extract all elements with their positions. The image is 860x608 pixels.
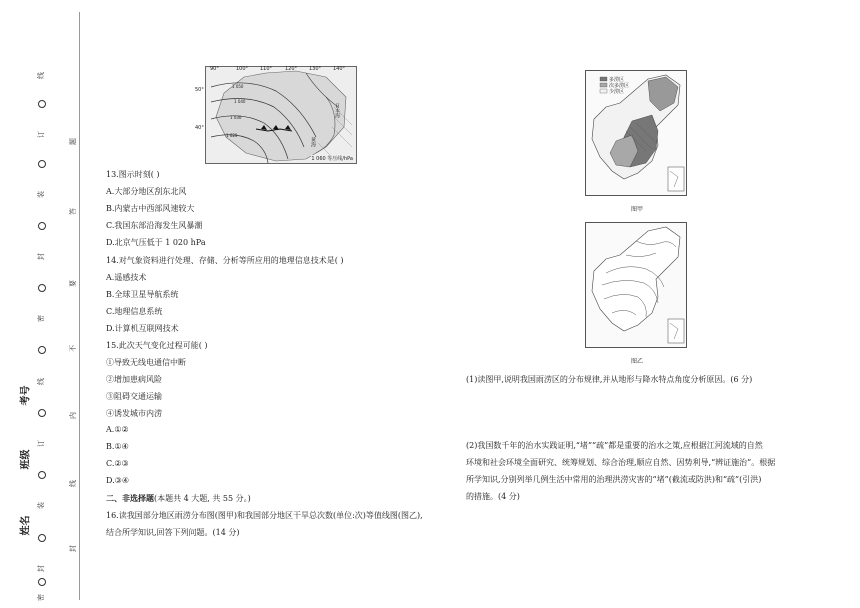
- margin-label: 封: [37, 253, 45, 260]
- margin-label: 订: [37, 440, 45, 447]
- margin-inner-label: 答: [69, 208, 77, 215]
- margin-inner-label: 要: [69, 280, 77, 287]
- sub-question-2-line3: 所学知识,分别列举几例生活中常用的治理洪涝灾害的“堵”(截流或防洪)和“疏”(引洪): [466, 475, 762, 484]
- map-jia-caption: 图甲: [631, 206, 644, 213]
- margin-label: 密: [37, 315, 45, 322]
- legend-item: 次多涝区: [609, 83, 630, 89]
- margin-label: 封: [37, 565, 45, 572]
- margin-circle: [38, 284, 46, 292]
- binding-line: [79, 12, 80, 600]
- lon-label: 90°: [210, 66, 219, 72]
- option: ③阻碍交通运输: [106, 392, 162, 401]
- question-13-stem: 13.图示时刻( ): [106, 170, 160, 179]
- option: ①导致无线电通信中断: [106, 358, 186, 367]
- question-14-stem: 14.对气象资料进行处理、存储、分析等所应用的地理信息技术是( ): [106, 256, 344, 265]
- question-16-line1: 16.读我国部分地区雨涝分布图(图甲)和我国部分地区干旱总次数(单位:次)等值线图(图乙),: [106, 511, 423, 520]
- map-yi: [585, 222, 687, 348]
- lon-label: 110°: [260, 66, 273, 72]
- sub-question-2-line2: 环境和社会环境全面研究、统筹规划、综合治理,顺应自然、因势利导,“辨证施治”。根据: [466, 458, 776, 467]
- option: A.①②: [106, 425, 129, 434]
- isobar-map: [195, 66, 357, 164]
- option: ④诱发城市内涝: [106, 409, 162, 418]
- legend-item: 少涝区: [609, 89, 625, 95]
- isobar-label: 1 030: [230, 115, 242, 120]
- margin-inner-label: 题: [69, 138, 77, 145]
- margin-label: 装: [37, 191, 45, 198]
- margin-circle: [38, 471, 46, 479]
- option: C.②③: [106, 459, 129, 468]
- field-xingming: 姓名: [20, 515, 32, 536]
- margin-label: 订: [37, 131, 45, 138]
- margin-circle: [38, 222, 46, 230]
- margin-inner-label: 封: [69, 545, 77, 552]
- map-yi-caption: 图乙: [631, 358, 644, 365]
- option: B.全球卫星导航系统: [106, 290, 179, 299]
- margin-circle: [38, 409, 46, 417]
- margin-circle: [38, 100, 46, 108]
- section-heading: [106, 493, 251, 504]
- field-kaohao: 考号: [20, 385, 32, 406]
- lon-label: 130°: [309, 66, 322, 72]
- section-note: (本题共 4 大题, 共 55 分。): [154, 494, 251, 503]
- margin-label: 线: [37, 72, 45, 79]
- option: C.我国东部沿海发生风暴潮: [106, 221, 203, 230]
- section-title: 二、非选择题: [106, 494, 154, 503]
- map-jia: [585, 70, 687, 196]
- margin-label: 密: [37, 594, 45, 601]
- option: D.北京气压低于 1 020 hPa: [106, 238, 206, 247]
- isobar-label: 1 040: [234, 99, 246, 104]
- china-flood-map: [586, 71, 686, 195]
- margin-inner-label: 线: [69, 480, 77, 487]
- sub-question-2-line1: (2)我国数千年的治水实践证明,“堵”“疏”都是重要的治水之策,应根据江河流域的自然: [466, 441, 763, 450]
- margin-label: 装: [37, 502, 45, 509]
- sub-question-1: (1)读图甲,说明我国雨涝区的分布规律,并从地形与降水特点角度分析原因。(6 分): [466, 375, 753, 384]
- option: ②增加患病风险: [106, 375, 162, 384]
- sub-question-2-line4: 的措施。(4 分): [466, 492, 520, 501]
- question-16-line2: 结合所学知识,回答下列问题。(14 分): [106, 528, 240, 537]
- isobar-label: 1 020: [226, 133, 238, 138]
- china-drought-map: [586, 223, 686, 347]
- margin-circle: [38, 534, 46, 542]
- lat-label: 40°: [195, 125, 204, 131]
- field-banji: 班级: [20, 449, 32, 470]
- margin-label: 线: [37, 378, 45, 385]
- place-label: 黄海: [310, 137, 316, 147]
- binding-margin: [0, 0, 82, 608]
- margin-inner-label: 不: [69, 345, 77, 352]
- margin-circle: [38, 346, 46, 354]
- lat-label: 50°: [195, 87, 204, 93]
- legend-item: 多涝区: [609, 77, 625, 83]
- option: B.①④: [106, 442, 129, 451]
- option: D.③④: [106, 476, 130, 485]
- place-label: 日本海: [334, 103, 340, 118]
- margin-circle: [38, 160, 46, 168]
- isobar-label: 1 050: [232, 84, 244, 89]
- option: A.大部分地区刮东北风: [106, 187, 187, 196]
- margin-inner-label: 内: [69, 412, 77, 419]
- margin-circle: [38, 578, 46, 586]
- lon-label: 140°: [333, 66, 346, 72]
- option: C.地理信息系统: [106, 307, 163, 316]
- question-15-stem: 15.此次天气变化过程可能( ): [106, 341, 208, 350]
- option: B.内蒙古中西部风速较大: [106, 204, 195, 213]
- lon-label: 120°: [285, 66, 298, 72]
- option: D.计算机互联网技术: [106, 324, 179, 333]
- map-legend: 1 060 等压线/hPa: [311, 156, 353, 162]
- option: A.遥感技术: [106, 273, 147, 282]
- lon-label: 100°: [236, 66, 249, 72]
